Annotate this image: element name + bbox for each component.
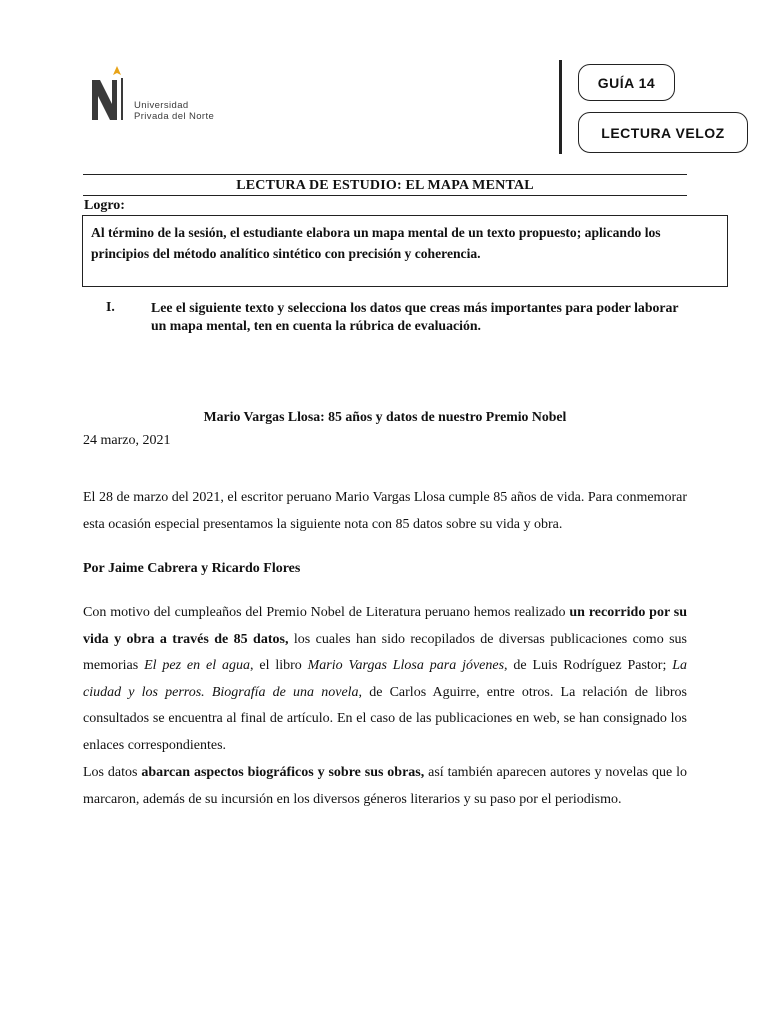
header-divider [559, 60, 562, 154]
p2-text-a: Los datos [83, 765, 142, 780]
p1-text-d: , de Luis Rodríguez Pastor; [504, 658, 673, 673]
body-paragraph-2 [83, 760, 687, 813]
article-byline: Por Jaime Cabrera y Ricardo Flores [83, 561, 301, 576]
document-title: LECTURA DE ESTUDIO: EL MAPA MENTAL [236, 178, 534, 193]
logo-name-line: Privada del Norte [134, 111, 215, 122]
body-paragraph-1 [83, 600, 687, 759]
title-rule-top [83, 174, 687, 175]
p1-book-title-2: Mario Vargas Llosa para jóvenes [307, 658, 505, 673]
title-rule-bottom [83, 195, 687, 196]
p1-text-c: , el libro [249, 658, 308, 673]
instruction-number: I. [106, 299, 115, 314]
logro-label: Logro: [84, 198, 125, 213]
p2-bold: abarcan aspectos biográficos y sobre sus obras, [141, 765, 425, 780]
p2-text-b: así también aparecen autores y novelas que lo marcaron, además de su incursión en los diversos géneros literarios y su paso por el periodismo. [83, 765, 687, 807]
p1-text-a: Con motivo del cumpleaños del Premio Nobel de Literatura peruano hemos realizado [83, 605, 570, 620]
p1-book-title-1: El pez en el agua [144, 658, 250, 673]
logo-flame-icon [113, 66, 121, 75]
p1-bold: un recorrido por su vida y obra a través de 85 datos, [83, 605, 688, 647]
p1-text-e: , de Carlos Aguirre, entre otros. La relación de libros consultados se encuentra al final de artículo. En el caso de las publicaciones en web, se han consignado los enlaces correspondientes. [83, 684, 687, 753]
intro-paragraph: El 28 de marzo del 2021, el escritor peruano Mario Vargas Llosa cumple 85 años de vida. Para conmemorar esta ocasión especial presentamos la siguiente nota con 85 datos sobre su vida y obra. [83, 490, 687, 532]
logo-university-line: Universidad [134, 100, 189, 111]
logo-mark-bar [121, 78, 123, 120]
topic-badge: LECTURA VELOZ [578, 112, 748, 153]
logo-n-icon [92, 80, 117, 120]
instruction-text: Lee el siguiente texto y selecciona los datos que creas más importantes para poder laborar un mapa mental, ten en cuenta la rúbrica de evaluación. [151, 300, 679, 333]
article-date: 24 marzo, 2021 [83, 433, 171, 448]
article-title: Mario Vargas Llosa: 85 años y datos de nuestro Premio Nobel [203, 409, 567, 424]
logro-box [82, 215, 728, 287]
p1-text-b: los cuales han sido recopilados de diversas publicaciones como sus memorias [83, 631, 687, 673]
guide-badge: GUÍA 14 [578, 64, 675, 101]
p1-book-title-3: La ciudad y los perros. Biografía de una novela [83, 658, 687, 700]
logro-text: Al término de la sesión, el estudiante elabora un mapa mental de un texto propuesto; aplicando los principios del método analítico sintético con precisión y coherencia. [91, 225, 661, 261]
